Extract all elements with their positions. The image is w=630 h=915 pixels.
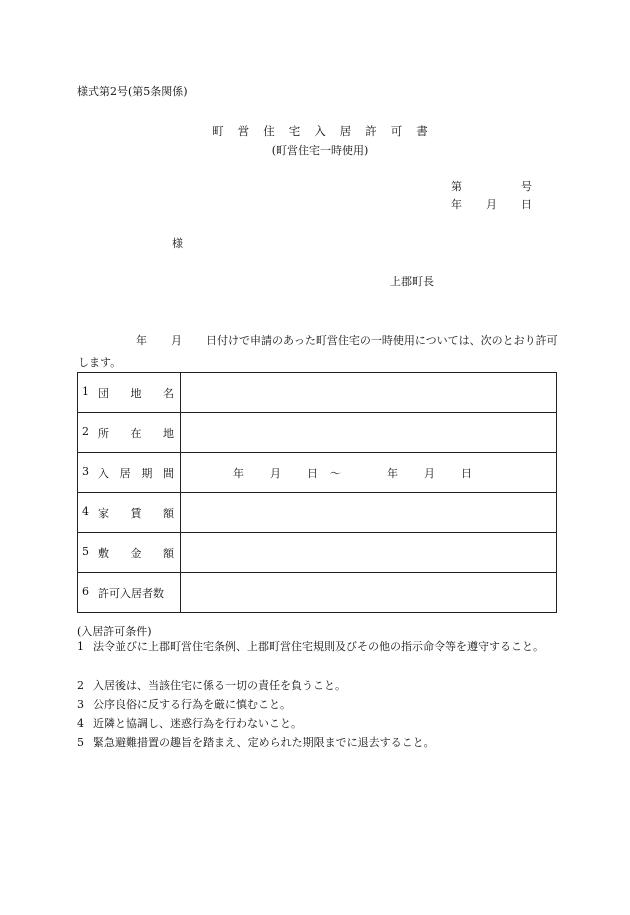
body-text: 日付けで申請のあった町営住宅の一時使用については、次のとおり許可します。 [78,334,558,369]
row-number: 3 [82,464,89,478]
label-char: 額 [163,546,174,560]
title-char: 住 [263,124,275,138]
doc-number-go: 号 [521,180,532,193]
condition-text: 近隣と協調し、迷惑行為を行わないこと。 [93,717,302,730]
period-start-day: 日 [307,466,318,480]
label-char: 額 [163,506,174,520]
condition-item [77,677,557,695]
row-number: 2 [82,424,89,438]
condition-item [77,696,557,714]
rent-field[interactable] [181,493,557,533]
label-char: 間 [162,466,174,480]
condition-item [77,715,557,733]
doc-number-dai: 第 [451,180,462,193]
title-char: 可 [390,124,403,138]
condition-number: 3 [77,698,84,711]
date-month: 月 [486,198,497,211]
condition-number: 4 [77,717,84,730]
label-char: 所 [98,426,109,440]
permission-text [78,330,558,374]
row-number: 6 [82,584,89,598]
period-tilde: ～ [330,466,341,480]
label-char: 金 [130,546,142,560]
period-start-month: 月 [270,466,281,480]
form-number: 様式第2号(第5条関係) [77,85,188,98]
condition-number: 2 [77,679,84,692]
condition-item [77,638,557,656]
period-start-year: 年 [233,466,244,480]
deposit-field[interactable] [181,533,557,573]
title-char: 許 [365,124,377,138]
row-number: 5 [82,544,89,558]
date-day: 日 [521,198,532,211]
label-char: 賃 [130,506,142,520]
label-char: 居 [119,466,131,480]
table-row [78,573,557,613]
table-row [78,533,557,573]
title-char: 居 [339,124,352,138]
date-year: 年 [451,198,462,211]
row-number: 1 [82,384,89,398]
condition-text: 入居後は、当該住宅に係る一切の責任を負うこと。 [93,679,346,692]
condition-text: 公序良俗に反する行為を厳に慎むこと。 [93,698,291,711]
label-char: 名 [163,386,174,400]
document-subtitle: (町営住宅一時使用) [271,144,369,157]
body-month: 月 [171,334,182,347]
label-char: 敷 [98,546,109,560]
period-end-month: 月 [424,466,435,480]
label-char: 家 [98,506,109,520]
title-char: 書 [416,124,428,138]
table-row [78,493,557,533]
table-row [78,373,557,413]
label-char: 地 [130,386,142,400]
body-year: 年 [136,334,147,347]
title-char: 営 [237,124,250,138]
period-end-year: 年 [387,466,398,480]
label-char: 入 [98,466,109,480]
label-char: 期 [141,466,153,480]
period-end-day: 日 [461,466,472,480]
label-char: 地 [163,426,174,440]
conditions-heading: (入居許可条件) [77,625,152,638]
condition-text: 緊急避難措置の趣旨を踏まえ、定められた期限までに退去すること。 [93,736,435,749]
document-title [200,126,440,138]
condition-text: 法令並びに上郡町営住宅条例、上郡町営住宅規則及びその他の指示命令等を遵守すること。 [93,640,544,653]
condition-number: 5 [77,736,84,749]
condition-item [77,734,557,752]
addressee-honorific: 様 [172,237,183,250]
table-row [78,453,557,493]
permitted-occupants-field[interactable] [181,573,557,613]
permit-details-table [77,372,557,613]
issuer-name: 上郡町長 [390,275,434,288]
label-char: 団 [98,386,109,400]
label-text: 許可入居者数 [98,586,164,600]
occupancy-period-field[interactable] [181,453,557,493]
title-char: 宅 [288,124,301,138]
row-number: 4 [82,504,89,518]
label-char: 在 [130,426,142,440]
title-char: 町 [212,124,224,138]
title-char: 入 [314,124,326,138]
estate-name-field[interactable] [181,373,557,413]
table-row [78,413,557,453]
address-field[interactable] [181,413,557,453]
condition-number: 1 [77,640,84,653]
